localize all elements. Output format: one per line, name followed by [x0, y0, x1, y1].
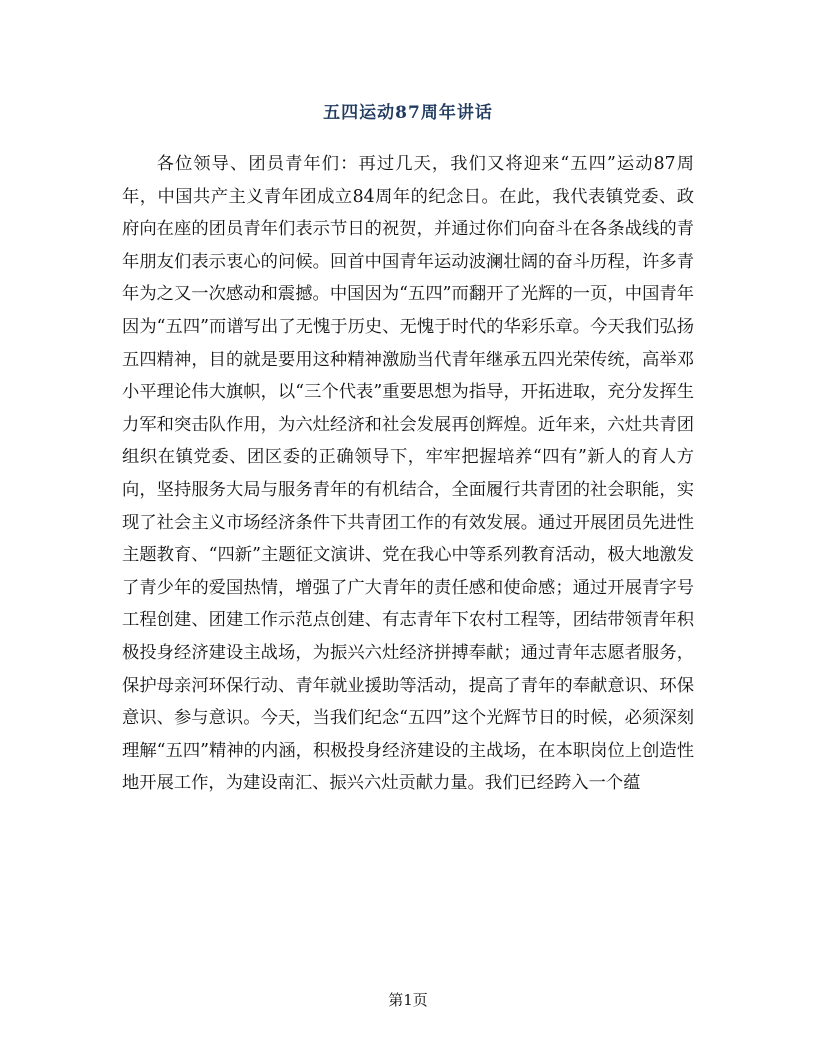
page-number: 第1页 [388, 991, 428, 1009]
document-title: 五四运动87周年讲话 [323, 103, 493, 123]
speech-paragraph: 各位领导、团员青年们：再过几天，我们又将迎来“五四”运动87周年，中国共产主义青年团成立84周年的纪念日。在此，我代表镇党委、政府向在座的团员青年们表示节日的祝贺，并通过你们向奋斗在各条战线的青年朋友们表示衷心的问候。回首中国青年运动波澜壮阔的奋斗历程，许多青年为之又一次感动和震撼。中国因为“五四”而翻开了光辉的一页，中国青年因为“五四”而谱写出了无愧于历史、无愧于时代的华彩乐章。今天我们弘扬五四精神，目的就是要用这种精神激励当代青年继承五四光荣传统，高举邓小平理论伟大旗帜，以“三个代表”重要思想为指导，开拓进取，充分发挥生力军和突击队作用，为六灶经济和社会发展再创辉煌。近年来，六灶共青团组织在镇党委、团区委的正确领导下，牢牢把握培养“四有”新人的育人方向，坚持服务大局与服务青年的有机结合，全面履行共青团的社会职能，实现了社会主义市场经济条件下共青团工作的有效发展。通过开展团员先进性主题教育、“四新”主题征文演讲、党在我心中等系列教育活动，极大地激发了青少年的爱国热情，增强了广大青年的责任感和使命感；通过开展青字号工程创建、团建工作示范点创建、有志青年下农村工程等，团结带领青年积极投身经济建设主战场，为振兴六灶经济拼搏奉献；通过青年志愿者服务，保护母亲河环保行动、青年就业援助等活动，提高了青年的奉献意识、环保意识、参与意识。今天，当我们纪念“五四”这个光辉节日的时候，必须深刻理解“五四”精神的内涵，积极投身经济建设的主战场，在本职岗位上创造性地开展工作，为建设南汇、振兴六灶贡献力量。我们已经跨入一个蕴 [122, 154, 694, 794]
